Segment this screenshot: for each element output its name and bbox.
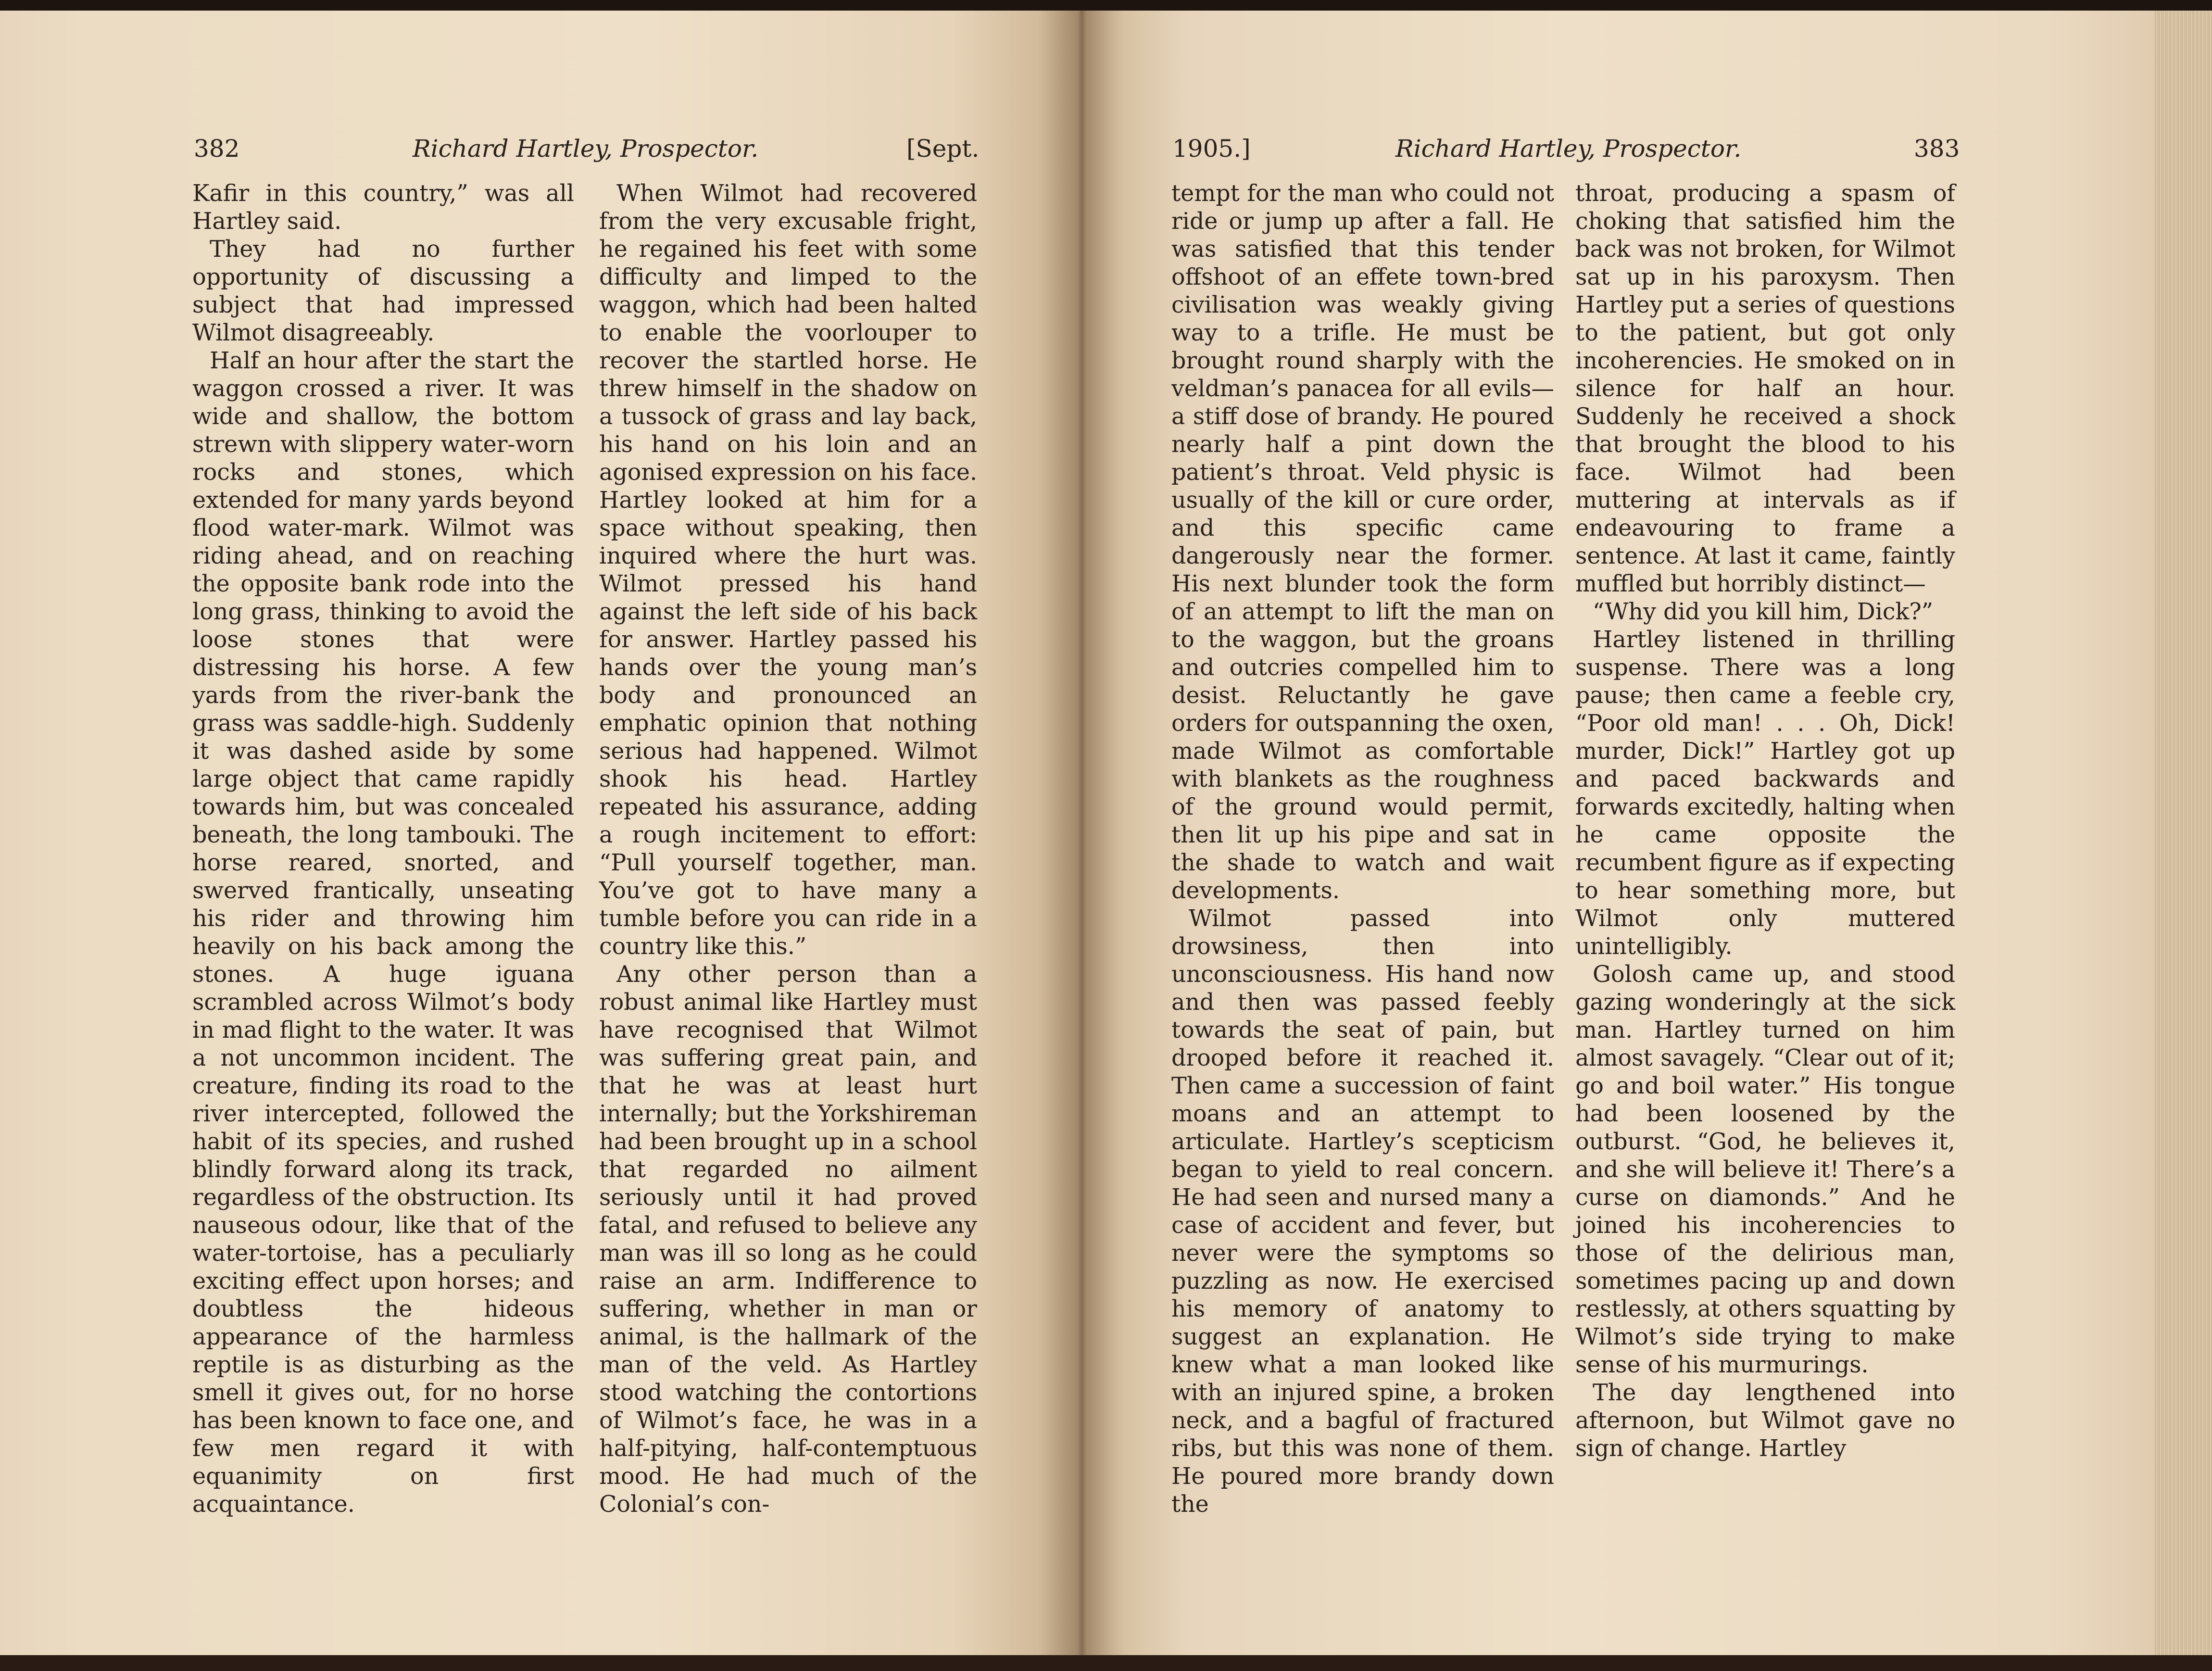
paragraph: throat, producing a spasm of choking that satisfied him the back was not broken, for Wilmot sat up in his paroxysm. Then Hartley put a series of questions to the patient, but got only incoherencies. He smoked on in silence for half an hour. Suddenly he received a shock that brought the blood to his face. Wilmot had been muttering at intervals as if endeavouring to frame a sentence. At last it came, faintly muffled but horribly distinct— xyxy=(1575,180,1955,597)
left-header-month: [Sept. xyxy=(906,135,980,163)
right-page-header xyxy=(1082,132,2154,165)
gutter-shadow xyxy=(1039,11,1125,1655)
right-page xyxy=(1082,11,2154,1655)
right-running-title: Richard Hartley, Prospector. xyxy=(1395,135,1742,163)
paragraph: Any other person than a robust animal like Hartley must have recognised that Wilmot was suffering great pain, and that he was at least hurt internally; but the Yorkshireman had been brought up in a school that regarded no ailment seriously until it had proved fatal, and refused to believe any man was ill so long as he could raise an arm. Indifference to suffering, whether in man or animal, is the hallmark of the man of the veld. As Hartley stood watching the contortions of Wilmot’s face, he was in a half-pitying, half-contemptuous mood. He had much of the Colonial’s con- xyxy=(599,961,977,1518)
paragraph: The day lengthened into afternoon, but Wilmot gave no sign of change. Hartley xyxy=(1575,1380,1955,1462)
page-edges xyxy=(2154,11,2212,1655)
left-column-1 xyxy=(192,180,574,1519)
left-column-2 xyxy=(599,180,977,1519)
paragraph: Golosh came up, and stood gazing wonderingly at the sick man. Hartley turned on him almost savagely. “Clear out of it; go and boil water.” His tongue had been loosened by the outburst. “God, he believes it, and she will believe it! There’s a curse on diamonds.” And he joined his incoherencies to those of the delirious man, sometimes pacing up and down restlessly, at others squatting by Wilmot’s side trying to make sense of his murmurings. xyxy=(1575,961,1955,1378)
left-page-header xyxy=(0,132,1082,165)
paragraph: Hartley listened in thrilling suspense. There was a long pause; then came a feeble cry, “Poor old man! . . . Oh, Dick! murder, Dick!” Hartley got up and paced backwards and forwards excitedly, halting when he came opposite the recumbent figure as if expecting to hear something more, but Wilmot only muttered unintelligibly. xyxy=(1575,627,1955,960)
left-page-number: 382 xyxy=(194,135,240,163)
paragraph: tempt for the man who could not ride or jump up after a fall. He was satisfied that this tender offshoot of an effete town-bred civilisation was weakly giving way to a trifle. He must be brought round sharply with the veldman’s panacea for all evils—a stiff dose of brandy. He poured nearly half a pint down the patient’s throat. Veld physic is usually of the kill or cure order, and this specific came dangerously near the former. His next blunder took the form of an attempt to lift the man on to the waggon, but the groans and outcries compelled him to desist. Reluctantly he gave orders for outspanning the oxen, made Wilmot as comfortable with blankets as the roughness of the ground would permit, then lit up his pipe and sat in the shade to watch and wait developments. xyxy=(1171,180,1554,904)
paragraph: When Wilmot had recovered from the very excusable fright, he regained his feet with some difficulty and limped to the waggon, which had been halted to enable the voorlouper to recover the startled horse. He threw himself in the shadow on a tussock of grass and lay back, his hand on his loin and an agonised expression on his face. Hartley looked at him for a space without speaking, then inquired where the hurt was. Wilmot pressed his hand against the left side of his back for answer. Hartley passed his hands over the young man’s body and pronounced an emphatic opinion that nothing serious had happened. Wilmot shook his head. Hartley repeated his assurance, adding a rough incitement to effort: “Pull yourself together, man. You’ve got to have many a tumble before you can ride in a country like this.” xyxy=(599,180,977,960)
left-running-title: Richard Hartley, Prospector. xyxy=(413,135,759,163)
left-page xyxy=(0,11,1082,1655)
paragraph: They had no further opportunity of discussing a subject that had impressed Wilmot disagreeably. xyxy=(192,236,574,346)
paragraph: Wilmot passed into drowsiness, then into unconsciousness. His hand now and then was passed feebly towards the seat of pain, but drooped before it reached it. Then came a succession of faint moans and an attempt to articulate. Hartley’s scepticism began to yield to real concern. He had seen and nursed many a case of accident and fever, but never were the symptoms so puzzling as now. He exercised his memory of anatomy to suggest an explanation. He knew what a man looked like with an injured spine, a broken neck, and a bagful of fractured ribs, but this was none of them. He poured more brandy down the xyxy=(1171,905,1554,1518)
right-column-2 xyxy=(1575,180,1955,1463)
paragraph: Half an hour after the start the waggon crossed a river. It was wide and shallow, the bottom strewn with slippery water-worn rocks and stones, which extended for many yards beyond flood water-mark. Wilmot was riding ahead, and on reaching the opposite bank rode into the long grass, thinking to avoid the loose stones that were distressing his horse. A few yards from the river-bank the grass was saddle-high. Suddenly it was dashed aside by some large object that came rapidly towards him, but was concealed beneath, the long tambouki. The horse reared, snorted, and swerved frantically, unseating his rider and throwing him heavily on his back among the stones. A huge iguana scrambled across Wilmot’s body in mad flight to the water. It was a not uncommon incident. The creature, finding its road to the river intercepted, followed the habit of its species, and rushed blindly forward along its track, regardless of the obstruction. Its nauseous odour, like that of the water-tortoise, has a peculiarly exciting effect upon horses; and doubtless the hideous appearance of the harmless reptile is as disturbing as the smell it gives out, for no horse has been known to face one, and few men regard it with equanimity on first acquaintance. xyxy=(192,348,574,1518)
paragraph: Kafir in this country,” was all Hartley said. xyxy=(192,180,574,235)
right-page-number: 383 xyxy=(1914,135,1960,163)
paragraph: “Why did you kill him, Dick?” xyxy=(1593,599,1934,625)
right-header-year: 1905.] xyxy=(1172,135,1251,163)
right-column-1 xyxy=(1171,180,1554,1519)
